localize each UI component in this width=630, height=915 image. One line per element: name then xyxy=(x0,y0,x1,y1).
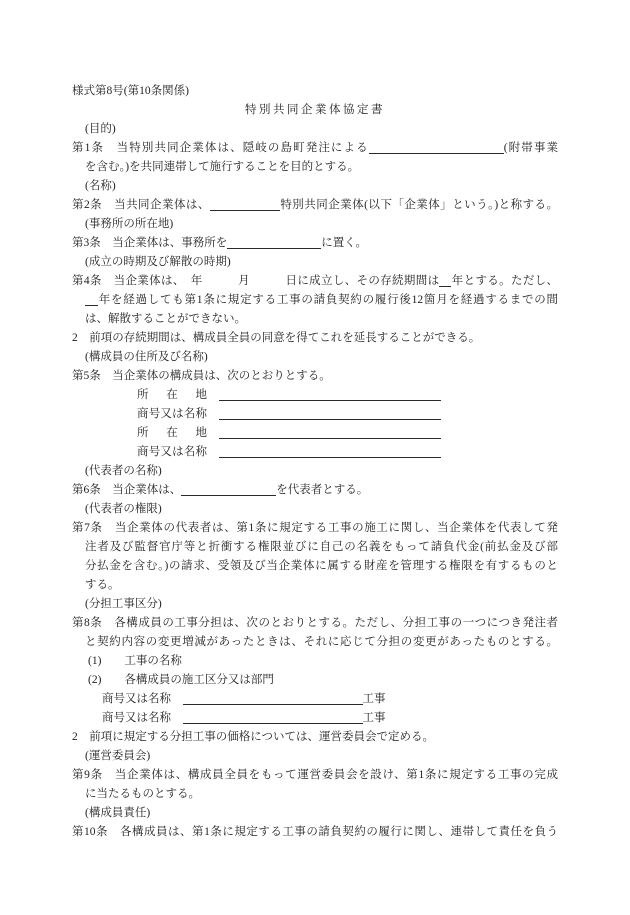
heading-member-responsibility xyxy=(85,804,558,823)
article-8-paragraph-2 xyxy=(72,728,558,747)
text-run: (附帯事業 xyxy=(503,142,558,154)
heading-steering-committee xyxy=(85,747,558,766)
text-run: する。 xyxy=(85,579,120,591)
text-run: (構成員責任) xyxy=(85,807,151,819)
work-share-row-1 xyxy=(102,690,558,709)
member-2-address-row xyxy=(137,424,558,443)
heading-representative-name xyxy=(85,462,558,481)
text-run: 商号又は名称 xyxy=(102,693,183,705)
text-run xyxy=(207,427,219,439)
heading-formation-dissolution xyxy=(85,253,558,272)
fill-in-blank xyxy=(219,407,441,420)
text-run: 第4条 当企業体は、 年 月 日に成立し、その存続期間は xyxy=(72,275,440,287)
article-7-line-4 xyxy=(85,576,558,595)
article-3-line-1 xyxy=(72,234,558,253)
text-run: 商号又は名称 xyxy=(102,712,183,724)
fill-in-blank xyxy=(183,692,363,705)
text-run: に置く。 xyxy=(321,237,368,249)
text-run: 第1条 当特別共同企業体は、隠岐の島町発注による xyxy=(72,142,369,154)
article-2-line-1 xyxy=(72,196,558,215)
text-run: 第3条 当企業体は、事務所を xyxy=(72,237,228,249)
text-run xyxy=(207,446,219,458)
text-run: (構成員の住所及び名称) xyxy=(85,351,208,363)
text-run: は、解散することができない。 xyxy=(85,313,246,325)
article-9-line-1 xyxy=(72,766,558,785)
text-run: 第7条 当企業体の代表者は、第1条に規定する工事の施工に関し、当企業体を代表して発 xyxy=(72,522,558,534)
text-run: (代表者の名称) xyxy=(85,465,162,477)
text-run xyxy=(207,408,219,420)
text-run: (名称) xyxy=(85,180,116,192)
fill-in-blank xyxy=(183,711,363,724)
article-5-line-1 xyxy=(72,367,558,386)
heading-members-address-name xyxy=(85,348,558,367)
fill-in-blank xyxy=(439,274,451,287)
heading-purpose xyxy=(85,120,558,139)
fill-in-blank xyxy=(219,445,441,458)
document-lines xyxy=(72,82,558,842)
text-run: (2) 各構成員の施工区分又は部門 xyxy=(88,674,274,686)
text-run: (運営委員会) xyxy=(85,750,151,762)
article-4-line-2 xyxy=(85,291,558,310)
text-run: (目的) xyxy=(85,123,116,135)
text-run: 第2条 当共同企業体は、 xyxy=(72,199,210,211)
text-run: 工事 xyxy=(362,693,386,705)
text-run xyxy=(207,389,219,401)
text-run: 注者及び監督官庁等と折衝する権限並びに自己の名義をもって請負代金(前払金及び部 xyxy=(85,541,558,553)
member-1-name-row xyxy=(137,405,558,424)
text-run: 特別共同企業体協定書 xyxy=(245,104,385,116)
article-7-line-3 xyxy=(85,557,558,576)
text-run: 所 在 地 xyxy=(137,427,207,439)
text-run: (代表者の権限) xyxy=(85,503,162,515)
text-run: 2 前項の存続期間は、構成員全員の同意を得てこれを延長することができる。 xyxy=(72,332,481,344)
text-run: (成立の時期及び解散の時期) xyxy=(85,256,231,268)
text-run: 第8条 各構成員の工事分担は、次のとおりとする。ただし、分担工事の一つにつき発注者 xyxy=(72,617,558,629)
article-4-line-1 xyxy=(72,272,558,291)
fill-in-blank xyxy=(181,483,276,496)
heading-name xyxy=(85,177,558,196)
text-run: 所 在 地 xyxy=(137,389,207,401)
text-run: 商号又は名称 xyxy=(137,408,207,420)
fill-in-blank xyxy=(219,426,441,439)
text-run: 2 前項に規定する分担工事の価格については、運営委員会で定める。 xyxy=(72,731,435,743)
text-run: (事務所の所在地) xyxy=(85,218,174,230)
text-run: 商号又は名称 xyxy=(137,446,207,458)
text-run: 工事 xyxy=(362,712,386,724)
text-run: (分担工事区分) xyxy=(85,598,162,610)
article-6-line-1 xyxy=(72,481,558,500)
article-1-line-1 xyxy=(72,139,558,158)
text-run: を代表者とする。 xyxy=(276,484,369,496)
text-run: 第5条 当企業体の構成員は、次のとおりとする。 xyxy=(72,370,331,382)
article-7-line-1 xyxy=(72,519,558,538)
article-9-line-2 xyxy=(85,785,558,804)
text-run: 年とする。ただし、 xyxy=(451,275,559,287)
text-run: 第10条 各構成員は、第1条に規定する工事の請負契約の履行に関し、連帯して責任を負う xyxy=(72,826,558,838)
fill-in-blank xyxy=(227,236,321,249)
text-run: 様式第8号(第10条関係) xyxy=(72,85,189,97)
text-run: 分払金を含む。)の請求、受領及び当企業体に属する財産を管理する権限を有するものと xyxy=(85,560,558,572)
text-run: と契約内容の変更増減があったときは、それに応じて分担の変更があったものとする。 xyxy=(85,636,558,648)
text-run: を含む。)を共同連帯して施行することを目的とする。 xyxy=(85,161,360,173)
article-4-line-3 xyxy=(85,310,558,329)
article-10-line-1 xyxy=(72,823,558,842)
fill-in-blank xyxy=(210,198,280,211)
article-8-item-2 xyxy=(88,671,558,690)
text-run: 特別共同企業体(以下「企業体」という。)と称する。 xyxy=(279,199,558,211)
form-number xyxy=(72,82,558,101)
heading-office-location xyxy=(85,215,558,234)
fill-in-blank xyxy=(369,141,504,154)
text-run: (1) 工事の名称 xyxy=(88,655,182,667)
text-run: に当たるものとする。 xyxy=(85,788,200,800)
text-run: 年を経過しても第1条に規定する工事の請負契約の履行後12箇月を経過するまでの間 xyxy=(98,294,558,306)
article-4-paragraph-2 xyxy=(72,329,558,348)
member-2-name-row xyxy=(137,443,558,462)
heading-representative-authority xyxy=(85,500,558,519)
work-share-row-2 xyxy=(102,709,558,728)
text-run: 第9条 当企業体は、構成員全員をもって運営委員会を設け、第1条に規定する工事の完成 xyxy=(72,769,558,781)
article-7-line-2 xyxy=(85,538,558,557)
article-1-line-2 xyxy=(85,158,558,177)
document-title xyxy=(72,101,558,120)
article-8-item-1 xyxy=(88,652,558,671)
fill-in-blank xyxy=(85,293,98,306)
article-8-line-1 xyxy=(72,614,558,633)
text-run: 第6条 当企業体は、 xyxy=(72,484,182,496)
heading-work-share xyxy=(85,595,558,614)
fill-in-blank xyxy=(219,388,441,401)
article-8-line-2 xyxy=(85,633,558,652)
member-1-address-row xyxy=(137,386,558,405)
